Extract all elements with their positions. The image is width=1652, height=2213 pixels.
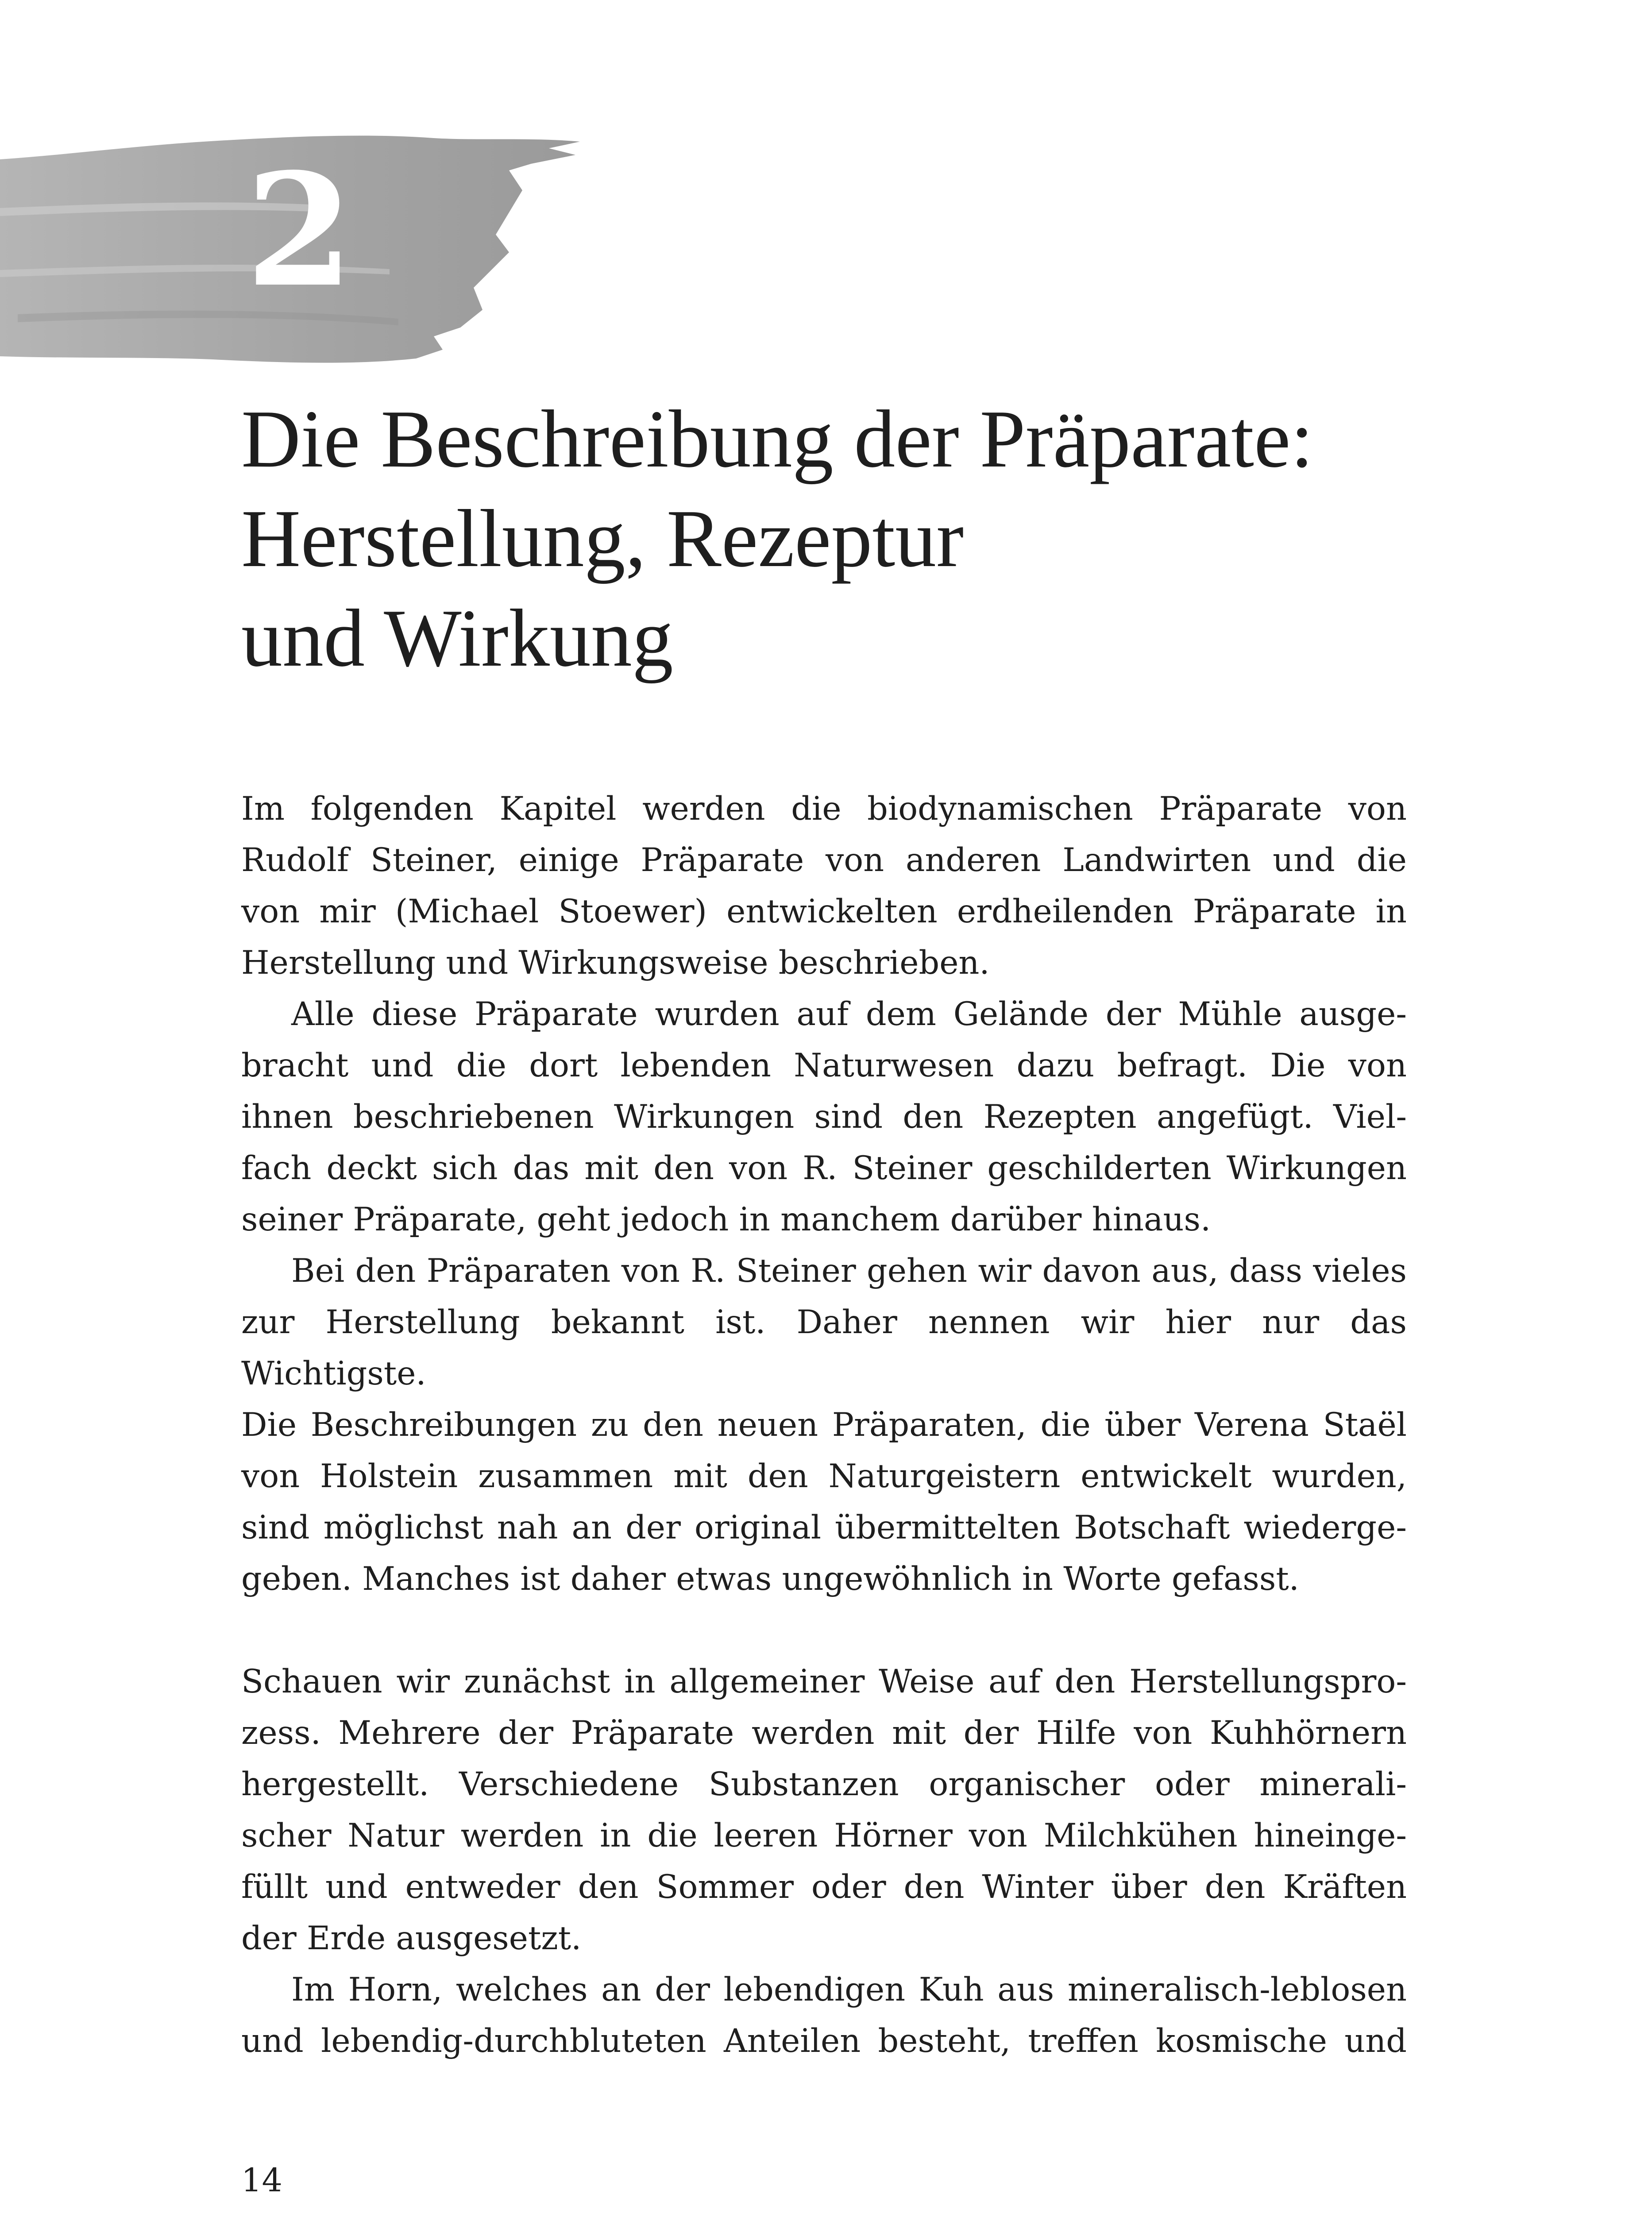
text-line: Schauen wir zunächst in allgemeiner Weise auf den Herstellungspro- bbox=[241, 1663, 1407, 1700]
chapter-title-line: Herstellung, Rezeptur bbox=[241, 493, 964, 584]
body-text bbox=[241, 783, 1407, 2067]
text-line: Die Beschreibungen zu den neuen Präparaten, die über Verena Staël bbox=[241, 1406, 1407, 1444]
text-line: hergestellt. Verschiedene Substanzen organischer oder minerali- bbox=[241, 1766, 1407, 1803]
text-line: fach deckt sich das mit den von R. Steiner geschilderten Wirkungen bbox=[241, 1149, 1407, 1187]
text-line: Rudolf Steiner, einige Präparate von anderen Landwirten und die bbox=[241, 841, 1407, 879]
text-line: zess. Mehrere der Präparate werden mit der Hilfe von Kuhhörnern bbox=[241, 1714, 1407, 1752]
text-line: füllt und entweder den Sommer oder den Winter über den Kräften bbox=[241, 1868, 1407, 1906]
text-line: geben. Manches ist daher etwas ungewöhnlich in Worte gefasst. bbox=[241, 1560, 1299, 1598]
text-line: Im folgenden Kapitel werden die biodynamischen Präparate von bbox=[241, 790, 1407, 828]
text-line: der Erde ausgesetzt. bbox=[241, 1920, 582, 1957]
chapter-title-line: und Wirkung bbox=[241, 593, 673, 684]
text-line: Herstellung und Wirkungsweise beschrieben. bbox=[241, 944, 990, 982]
text-line: bracht und die dort lebenden Naturwesen dazu befragt. Die von bbox=[241, 1047, 1407, 1084]
text-line: Im Horn, welches an der lebendigen Kuh aus mineralisch-leblosen bbox=[291, 1971, 1407, 2009]
text-line: seiner Präparate, geht jedoch in manchem darüber hinaus. bbox=[241, 1201, 1211, 1238]
text-line: von Holstein zusammen mit den Naturgeistern entwickelt wurden, bbox=[241, 1457, 1407, 1495]
text-line: und lebendig-durchbluteten Anteilen besteht, treffen kosmische und bbox=[241, 2022, 1407, 2060]
text-line: ihnen beschriebenen Wirkungen sind den Rezepten angefügt. Viel- bbox=[241, 1098, 1407, 1136]
page-number: 14 bbox=[241, 2162, 282, 2199]
text-line: Alle diese Präparate wurden auf dem Gelände der Mühle ausge- bbox=[291, 995, 1407, 1033]
text-line: zur Herstellung bekannt ist. Daher nennen wir hier nur das Wichtigste. bbox=[241, 1303, 1407, 1392]
text-line: Bei den Präparaten von R. Steiner gehen wir davon aus, dass vieles bbox=[291, 1252, 1407, 1290]
chapter-number: 2 bbox=[246, 139, 354, 321]
text-line: von mir (Michael Stoewer) entwickelten erdheilenden Präparate in bbox=[241, 893, 1407, 930]
chapter-title bbox=[241, 389, 1525, 688]
chapter-title-line: Die Beschreibung der Präparate: bbox=[241, 393, 1314, 485]
text-line: sind möglichst nah an der original übermittelten Botschaft wiederge- bbox=[241, 1509, 1407, 1546]
text-line: scher Natur werden in die leeren Hörner von Milchkühen hineinge- bbox=[241, 1817, 1407, 1854]
